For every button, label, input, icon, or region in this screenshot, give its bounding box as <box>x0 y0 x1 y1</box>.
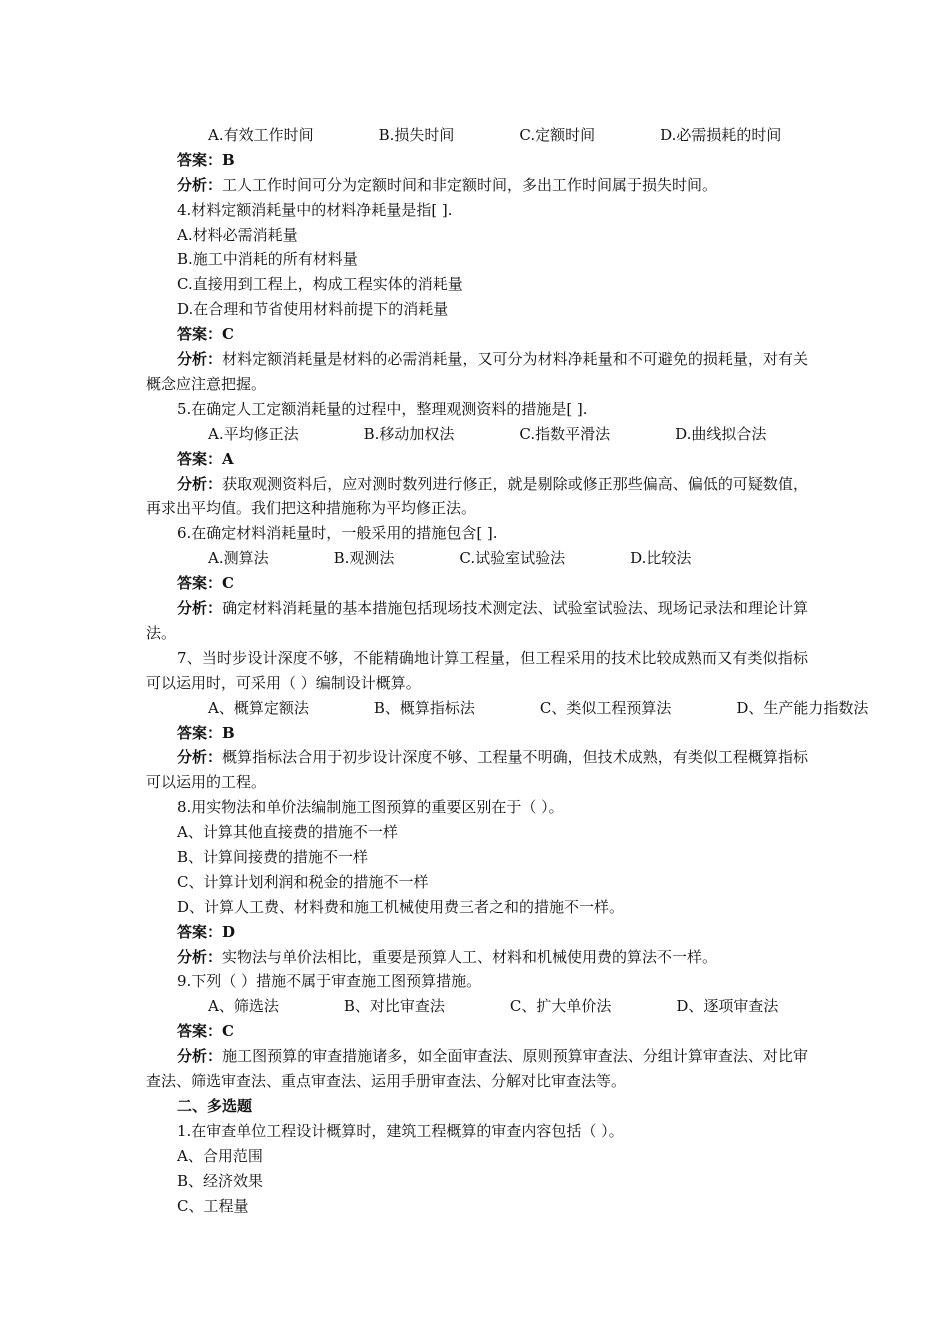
q5-answer <box>146 447 808 472</box>
analysis-text: 获取观测资料后，应对测时数列进行修正，就是剔除或修正那些偏高、偏低的可疑数值，再求出平均值。我们把这种措施称为平均修正法。 <box>146 474 808 518</box>
q3-option-b: B.损失时间 <box>378 126 455 144</box>
answer-value: A <box>222 449 234 468</box>
q5-option-a: A.平均修正法 <box>208 424 299 443</box>
section-heading-multiple-choice: 二、多选题 <box>177 1096 253 1115</box>
analysis-text: 概算指标法合用于初步设计深度不够、工程量不明确，但技术成熟，有类似工程概算指标可以运用的工程。 <box>146 748 808 792</box>
q6-options <box>146 546 808 571</box>
q6-option-d: D.比较法 <box>630 549 692 568</box>
q4-answer <box>146 322 808 347</box>
q8-question: 8.用实物法和单价法编制施工图预算的重要区别在于（ ）。 <box>177 798 564 817</box>
q6-option-b: B.观测法 <box>333 549 395 568</box>
answer-label: 答案： <box>177 449 223 468</box>
q4-option-c: C.直接用到工程上，构成工程实体的消耗量 <box>177 275 463 294</box>
q7-options <box>146 696 869 721</box>
answer-value: C <box>222 1022 234 1041</box>
q3-option-c: C.定额时间 <box>519 126 596 144</box>
q9-analysis <box>146 1044 808 1094</box>
q5-option-c: C.指数平滑法 <box>519 424 611 443</box>
q9-question: 9.下列（ ）措施不属于审查施工图预算措施。 <box>177 972 482 991</box>
answer-label: 答案： <box>177 922 223 941</box>
q9-option-c: C、扩大单价法 <box>509 997 612 1016</box>
q8-option-d: D、计算人工费、材料费和施工机械使用费三者之和的措施不一样。 <box>177 897 625 916</box>
q5-options <box>146 422 808 447</box>
q4-question: 4.材料定额消耗量中的材料净耗量是指[ ]. <box>177 200 453 219</box>
analysis-text: 实物法与单价法相比，重要是预算人工、材料和机械使用费的算法不一样。 <box>222 947 718 966</box>
answer-value: D <box>222 922 236 941</box>
q6-option-a: A.测算法 <box>208 549 269 568</box>
analysis-label: 分析： <box>177 947 223 966</box>
s2-q1-option-b: B、经济效果 <box>177 1171 264 1190</box>
q7-option-c: C、类似工程预算法 <box>539 698 672 717</box>
answer-label: 答案： <box>177 574 223 593</box>
answer-value: C <box>222 325 234 344</box>
s2-q1-question: 1.在审查单位工程设计概算时，建筑工程概算的审查内容包括（ ）。 <box>177 1121 624 1140</box>
q7-option-d: D、生产能力指数法 <box>736 698 869 717</box>
q8-analysis <box>146 945 808 970</box>
q6-question: 6.在确定材料消耗量时，一般采用的措施包含[ ]. <box>177 524 498 543</box>
q7-answer <box>146 721 808 746</box>
q9-options <box>146 994 808 1019</box>
q9-option-d: D、逐项审查法 <box>676 997 779 1016</box>
analysis-label: 分析： <box>177 175 223 194</box>
q4-option-d: D.在合理和节省使用材料前提下的消耗量 <box>177 300 449 319</box>
q3-option-d: D.必需损耗的时间 <box>660 126 782 144</box>
q5-option-b: B.移动加权法 <box>363 424 455 443</box>
q9-option-a: A、筛选法 <box>208 997 279 1016</box>
s2-q1-option-a: A、合用范围 <box>177 1146 263 1165</box>
q4-option-a: A.材料必需消耗量 <box>177 225 298 244</box>
answer-label: 答案： <box>177 150 223 169</box>
analysis-text: 确定材料消耗量的基本措施包括现场技术测定法、试验室试验法、现场记录法和理论计算法。 <box>146 599 808 642</box>
s2-q1-option-c: C、工程量 <box>177 1196 249 1215</box>
answer-label: 答案： <box>177 1022 223 1041</box>
answer-value: B <box>222 150 235 169</box>
q4-option-b: B.施工中消耗的所有材料量 <box>177 250 358 269</box>
q5-option-d: D.曲线拟合法 <box>675 424 767 443</box>
q9-answer <box>146 1019 808 1044</box>
q8-option-b: B、计算间接费的措施不一样 <box>177 848 369 866</box>
q3-options <box>146 123 808 148</box>
q4-analysis <box>146 347 808 397</box>
q7-question: 7、当时步设计深度不够，不能精确地计算工程量，但工程采用的技术比较成熟而又有类似指标可以运用时，可采用（ ）编制设计概算。 <box>146 648 808 692</box>
analysis-text: 材料定额消耗量是材料的必需消耗量，又可分为材料净耗量和不可避免的损耗量，对有关概念应注意把握。 <box>146 350 808 393</box>
q7-option-a: A、概算定额法 <box>208 698 309 717</box>
answer-value: C <box>222 574 234 593</box>
analysis-text: 工人工作时间可分为定额时间和非定额时间，多出工作时间属于损失时间。 <box>222 175 718 194</box>
q7-option-b: B、概算指标法 <box>373 698 475 717</box>
answer-label: 答案： <box>177 723 223 742</box>
answer-label: 答案： <box>177 325 223 344</box>
analysis-label: 分析： <box>177 748 223 767</box>
q3-option-a: A.有效工作时间 <box>208 126 314 144</box>
q7-analysis <box>146 745 808 795</box>
q3-answer <box>146 148 808 173</box>
analysis-label: 分析： <box>177 599 223 617</box>
analysis-label: 分析： <box>177 350 223 369</box>
q6-answer <box>146 571 808 596</box>
analysis-label: 分析： <box>177 474 223 493</box>
document-page <box>146 123 869 1218</box>
analysis-text: 施工图预算的审查措施诸多，如全面审查法、原则预算审查法、分组计算审查法、对比审查法、筛选审查法、重点审查法、运用手册审查法、分解对比审查法等。 <box>146 1047 808 1091</box>
q5-analysis <box>146 472 808 522</box>
q8-option-c: C、计算计划利润和税金的措施不一样 <box>177 872 429 891</box>
q6-analysis <box>146 596 808 646</box>
q8-answer <box>146 920 808 945</box>
answer-value: B <box>222 723 235 742</box>
q3-analysis <box>146 173 808 198</box>
q8-option-a: A、计算其他直接费的措施不一样 <box>177 823 398 842</box>
q6-option-c: C.试验室试验法 <box>459 549 566 568</box>
analysis-label: 分析： <box>177 1047 223 1066</box>
q5-question: 5.在确定人工定额消耗量的过程中，整理观测资料的措施是[ ]. <box>177 399 588 418</box>
q9-option-b: B、对比审查法 <box>343 997 445 1016</box>
